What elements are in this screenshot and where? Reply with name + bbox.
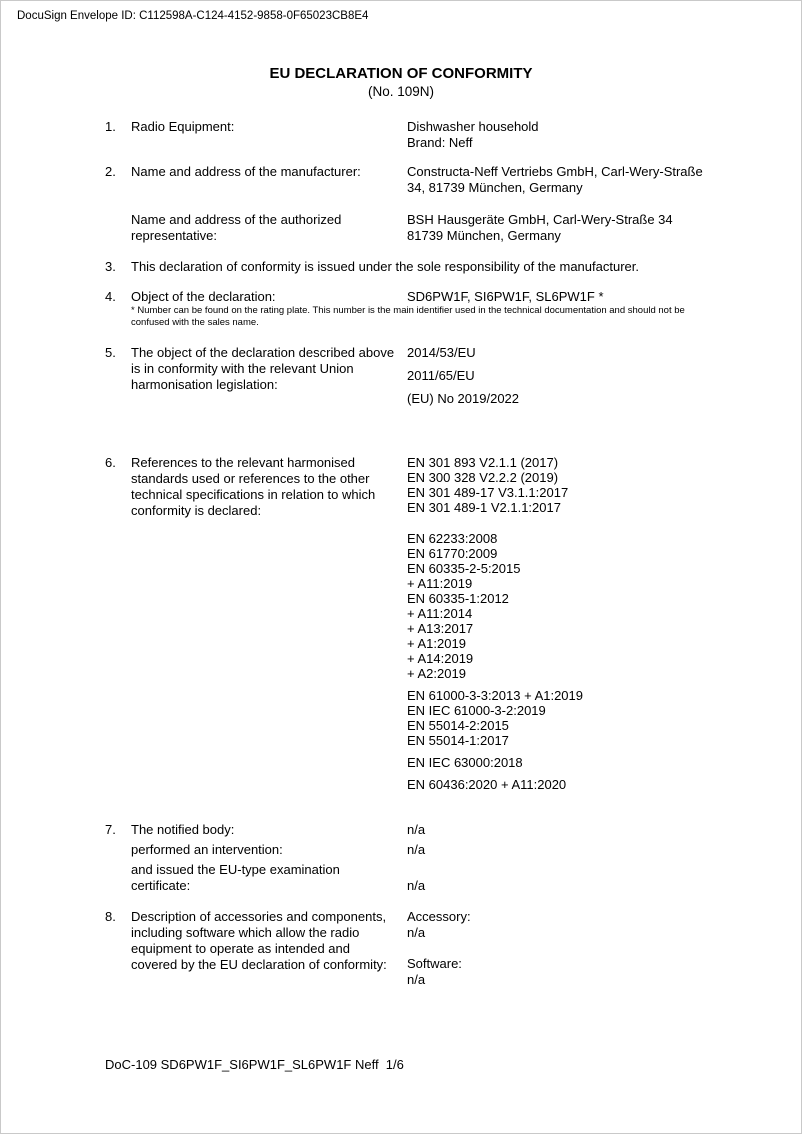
item-6-label: References to the relevant harmonised standards used or references to the other technical specifications in relation to which conformity is declared:	[131, 455, 376, 518]
item-3-text: This declaration of conformity is issued under the sole responsibility of the manufacturer.	[131, 259, 639, 274]
item-7-row-label: The notified body:	[131, 822, 235, 837]
standard-line: + A14:2019	[407, 651, 474, 666]
item-1-number: 1.	[105, 119, 116, 134]
item-5-number: 5.	[105, 345, 116, 360]
value-line: Dishwasher household	[407, 119, 539, 134]
standard-line: EN 60335-1:2012	[407, 591, 509, 606]
item-4-object-of-declaration	[105, 289, 741, 329]
document-body	[1, 119, 801, 988]
software-label: Software:	[407, 956, 462, 971]
docusign-envelope-id: DocuSign Envelope ID: C112598A-C124-4152-9858-0F65023CB8E4	[17, 10, 369, 22]
item-3-responsibility-statement	[105, 259, 741, 275]
item-8-label: Description of accessories and components, including software which allow the radio equipment to operate as intended and covered by the EU declaration of conformity:	[131, 909, 387, 972]
standard-line: + A11:2019	[407, 576, 473, 591]
item-5-label: The object of the declaration described above is in conformity with the relevant Union harmonisation legislation:	[131, 345, 395, 392]
standard-line: EN 60335-2-5:2015	[407, 561, 521, 576]
item-7-number: 7.	[105, 822, 116, 837]
standard-line: + A11:2014	[407, 606, 473, 621]
standard-line: EN 301 489-17 V3.1.1:2017	[407, 485, 569, 500]
item-4-value: SD6PW1F, SI6PW1F, SL6PW1F *	[407, 289, 604, 304]
accessory-label: Accessory:	[407, 909, 471, 924]
standard-line: EN 61770:2009	[407, 546, 498, 561]
item-6-value	[407, 455, 707, 792]
item-3-number: 3.	[105, 259, 116, 274]
standard-line: + A1:2019	[407, 636, 466, 651]
item-2-manufacturer	[105, 164, 741, 196]
item-8-accessories	[105, 909, 741, 988]
item-2b-label: Name and address of the authorized representative:	[131, 212, 342, 243]
item-2-authorized-representative	[105, 212, 741, 244]
standard-line: + A2:2019	[407, 666, 466, 681]
item-2-value: Constructa-Neff Vertriebs GmbH, Carl-Wery-Straße 34, 81739 München, Germany	[407, 164, 703, 195]
item-7-row-label: performed an intervention:	[131, 842, 283, 857]
item-1-value	[407, 119, 707, 151]
standards-group-ecodesign	[407, 777, 707, 792]
item-4-footnote: * Number can be found on the rating plate. This number is the main identifier used in the technical documentation and should not be confused with the sales name.	[131, 305, 685, 328]
legislation-line: (EU) No 2019/2022	[407, 391, 520, 406]
item-7-row-value: n/a	[407, 842, 426, 857]
standard-line: EN 301 893 V2.1.1 (2017)	[407, 455, 559, 470]
item-7-row-value: n/a	[407, 878, 426, 893]
standard-line: EN 61000-3-3:2013 + A1:2019	[407, 688, 584, 703]
item-8-value	[407, 909, 707, 988]
item-7-notified-body	[105, 822, 741, 894]
item-2-label: Name and address of the manufacturer:	[131, 164, 361, 179]
standards-group-emc	[407, 688, 707, 748]
item-6-number: 6.	[105, 455, 116, 470]
item-2b-value: BSH Hausgeräte GmbH, Carl-Wery-Straße 34 81739 München, Germany	[407, 212, 673, 243]
legislation-line: 2011/65/EU	[407, 368, 475, 383]
item-8-number: 8.	[105, 909, 116, 924]
standard-line: EN 62233:2008	[407, 531, 498, 546]
item-1-radio-equipment	[105, 119, 741, 151]
item-5-value	[407, 345, 707, 407]
footer-doc-reference: DoC-109 SD6PW1F_SI6PW1F_SL6PW1F Neff 1/6	[105, 1057, 404, 1072]
item-4-label: Object of the declaration:	[131, 289, 276, 304]
accessory-value: n/a	[407, 925, 426, 940]
value-line: Brand: Neff	[407, 135, 473, 150]
legislation-line: 2014/53/EU	[407, 345, 476, 360]
item-7-row-label: and issued the EU-type examination certificate:	[131, 862, 340, 893]
standards-group-radio	[407, 455, 707, 515]
standard-line: EN IEC 63000:2018	[407, 755, 523, 770]
item-4-number: 4.	[105, 289, 116, 304]
standard-line: EN 300 328 V2.2.2 (2019)	[407, 470, 559, 485]
standards-group-safety	[407, 531, 707, 681]
standard-line: EN 60436:2020 + A11:2020	[407, 777, 567, 792]
standard-line: + A13:2017	[407, 621, 474, 636]
standards-group-rohs	[407, 755, 707, 770]
document-title: EU DECLARATION OF CONFORMITY	[269, 65, 533, 82]
item-5-legislation	[105, 345, 741, 407]
item-1-label: Radio Equipment:	[131, 119, 235, 134]
item-2-number: 2.	[105, 164, 116, 179]
document-subtitle: (No. 109N)	[367, 84, 435, 99]
standard-line: EN 55014-2:2015	[407, 718, 509, 733]
software-value: n/a	[407, 972, 426, 987]
standard-line: EN 55014-1:2017	[407, 733, 509, 748]
item-7-row-value: n/a	[407, 822, 426, 837]
item-6-harmonised-standards	[105, 455, 741, 792]
standard-line: EN 301 489-1 V2.1.1:2017	[407, 500, 561, 515]
standard-line: EN IEC 61000-3-2:2019	[407, 703, 546, 718]
